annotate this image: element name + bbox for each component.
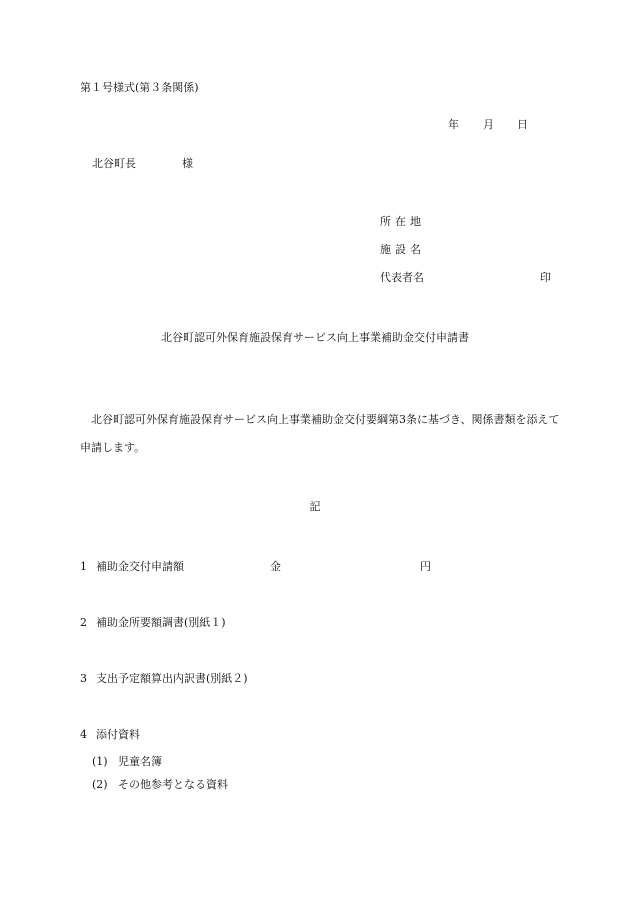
date-day: 日 [517,118,528,131]
body-paragraph: 北谷町認可外保育施設保育サービス向上事業補助金交付要綱第3条に基づき、関係書類を添えて申請します。 [80,413,560,454]
attachment-label: 児童名簿 [118,755,162,768]
addressee: 北谷町長 [92,157,136,170]
item-number: 2 [80,616,87,629]
amount-unit: 円 [420,560,431,573]
item-label: 補助金交付申請額 [96,560,184,573]
address-label: 所在地 [380,215,425,228]
item-number: 1 [80,560,87,573]
honorific: 様 [182,157,193,170]
attachment-label: その他参考となる資料 [118,778,228,791]
attachment-number: (2) [92,778,108,791]
representative-label: 代表者名 [380,271,424,284]
item-number: 4 [80,728,87,741]
amount-prefix: 金 [270,560,281,573]
date-month: 月 [483,118,494,131]
date-year: 年 [448,118,459,131]
document-title: 北谷町認可外保育施設保育サービス向上事業補助金交付申請書 [161,331,469,344]
item-label: 支出予定額算出内訳書(別紙２) [96,672,248,685]
form-number: 第１号様式(第３条関係) [80,81,199,94]
item-label: 補助金所要額調書(別紙１) [96,616,226,629]
facility-name-label: 施設名 [380,243,425,256]
item-number: 3 [80,672,87,685]
attachment-number: (1) [92,755,108,768]
ki-heading: 記 [309,500,321,513]
item-label: 添付資料 [96,728,140,741]
seal-mark: 印 [540,271,551,284]
